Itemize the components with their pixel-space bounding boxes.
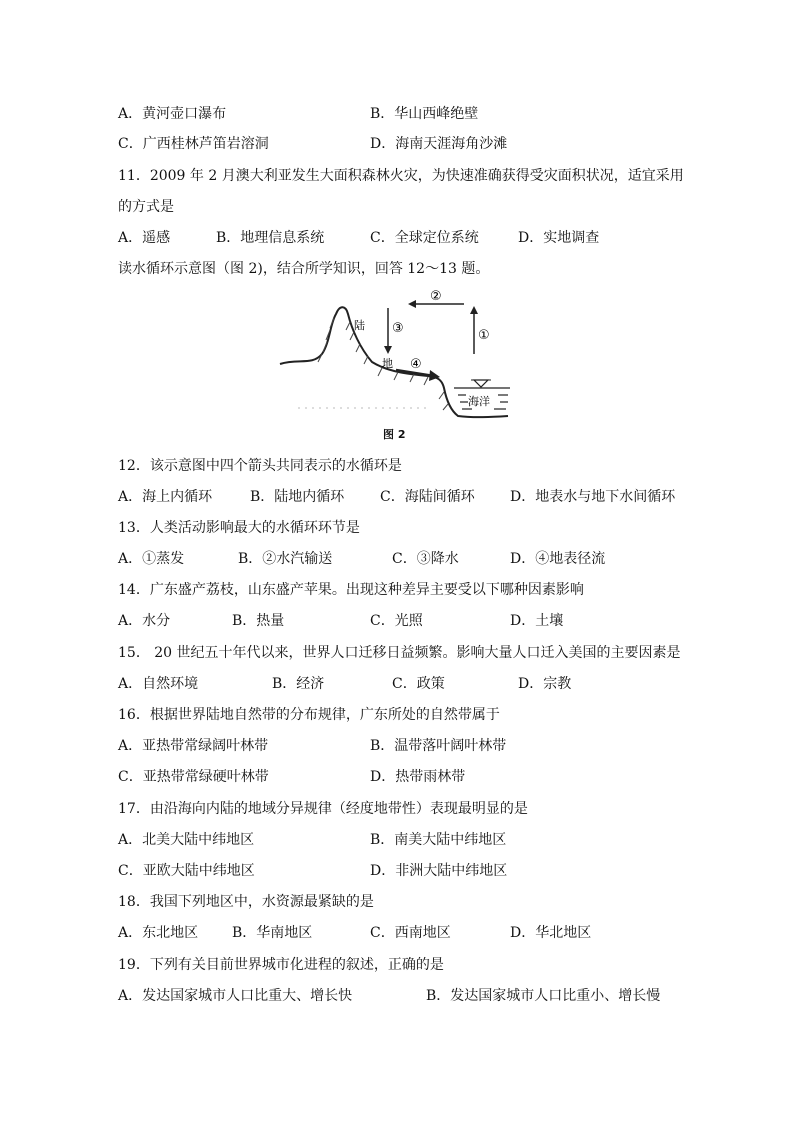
q11-option-d: D．实地调查 xyxy=(518,230,600,246)
figure-caption: 图 2 xyxy=(383,428,406,441)
water-cycle-figure xyxy=(278,284,514,444)
q13-stem: 13．人类活动影响最大的水循环环节是 xyxy=(118,520,360,536)
q12-option-a: A．海上内循环 xyxy=(118,489,213,505)
q13-option-a: A．①蒸发 xyxy=(118,551,185,567)
q16-option-b: B．温带落叶阔叶林带 xyxy=(370,738,507,754)
q12-stem: 12．该示意图中四个箭头共同表示的水循环是 xyxy=(118,458,402,474)
water-level-marker xyxy=(474,380,488,387)
q12-option-c: C．海陆间循环 xyxy=(380,489,475,505)
q15-option-a: A．自然环境 xyxy=(118,676,199,692)
q14-option-a: A．水分 xyxy=(118,613,171,629)
q13-option-b: B．②水汽输送 xyxy=(238,551,333,567)
q15-option-c: C．政策 xyxy=(392,676,445,692)
q10-option-a: A．黄河壶口瀑布 xyxy=(118,106,227,122)
q19-option-a: A．发达国家城市人口比重大、增长快 xyxy=(118,988,353,1004)
q17-option-d: D．非洲大陆中纬地区 xyxy=(370,863,508,879)
q18-option-d: D．华北地区 xyxy=(510,925,592,941)
q11-option-a: A．遥感 xyxy=(118,230,171,246)
q18-stem: 18．我国下列地区中，水资源最紧缺的是 xyxy=(118,894,374,910)
label-land1: 陆 xyxy=(354,319,365,332)
q15-stem: 15． 20 世纪五十年代以来，世界人口迁移日益频繁。影响大量人口迁入美国的主要因素是 xyxy=(118,645,681,661)
q16-option-c: C．亚热带常绿硬叶林带 xyxy=(118,769,269,785)
q10-option-b: B．华山西峰绝壁 xyxy=(370,106,479,122)
arrow-3-label: ③ xyxy=(392,321,404,336)
q11-option-c: C．全球定位系统 xyxy=(370,230,479,246)
q17-stem: 17．由沿海向内陆的地域分异规律（经度地带性）表现最明显的是 xyxy=(118,801,528,817)
q17-option-a: A．北美大陆中纬地区 xyxy=(118,832,255,848)
q11-option-b: B．地理信息系统 xyxy=(216,230,325,246)
q13-option-d: D．④地表径流 xyxy=(510,551,606,567)
label-ocean: 海洋 xyxy=(468,395,490,408)
q17-option-b: B．南美大陆中纬地区 xyxy=(370,832,507,848)
label-land2: 地 xyxy=(382,357,393,370)
q18-option-c: C．西南地区 xyxy=(370,925,451,941)
arrow-1-label: ① xyxy=(478,328,490,343)
q16-option-d: D．热带雨林带 xyxy=(370,769,466,785)
q18-option-a: A．东北地区 xyxy=(118,925,199,941)
q19-option-b: B．发达国家城市人口比重小、增长慢 xyxy=(426,988,661,1004)
q14-option-d: D．土壤 xyxy=(510,613,564,629)
q15-option-b: B．经济 xyxy=(272,676,325,692)
q18-option-b: B．华南地区 xyxy=(232,925,313,941)
q12-option-d: D．地表水与地下水间循环 xyxy=(510,489,676,505)
q13-option-c: C．③降水 xyxy=(392,551,459,567)
q17-option-c: C．亚欧大陆中纬地区 xyxy=(118,863,255,879)
q10-option-c: C．广西桂林芦笛岩溶洞 xyxy=(118,136,269,152)
q10-option-d: D．海南天涯海角沙滩 xyxy=(370,136,508,152)
q11-stem-line1: 11．2009 年 2 月澳大利亚发生大面积森林火灾，为快速准确获得受灾面积状况，适宜采用 xyxy=(118,168,684,184)
q14-option-b: B．热量 xyxy=(232,613,285,629)
q11-stem-line2: 的方式是 xyxy=(118,199,174,215)
arrow-2-label: ② xyxy=(430,289,442,304)
arrow-4-label: ④ xyxy=(410,357,422,372)
q12-option-b: B．陆地内循环 xyxy=(250,489,345,505)
q14-stem: 14．广东盛产荔枝，山东盛产苹果。出现这种差异主要受以下哪种因素影响 xyxy=(118,582,584,598)
q19-stem: 19．下列有关目前世界城市化进程的叙述，正确的是 xyxy=(118,957,444,973)
q16-option-a: A．亚热带常绿阔叶林带 xyxy=(118,738,269,754)
q14-option-c: C．光照 xyxy=(370,613,423,629)
section-intro: 读水循环示意图（图 2)，结合所学知识，回答 12～13 题。 xyxy=(118,261,490,277)
q15-option-d: D．宗教 xyxy=(518,676,572,692)
q16-stem: 16．根据世界陆地自然带的分布规律，广东所处的自然带属于 xyxy=(118,707,500,723)
